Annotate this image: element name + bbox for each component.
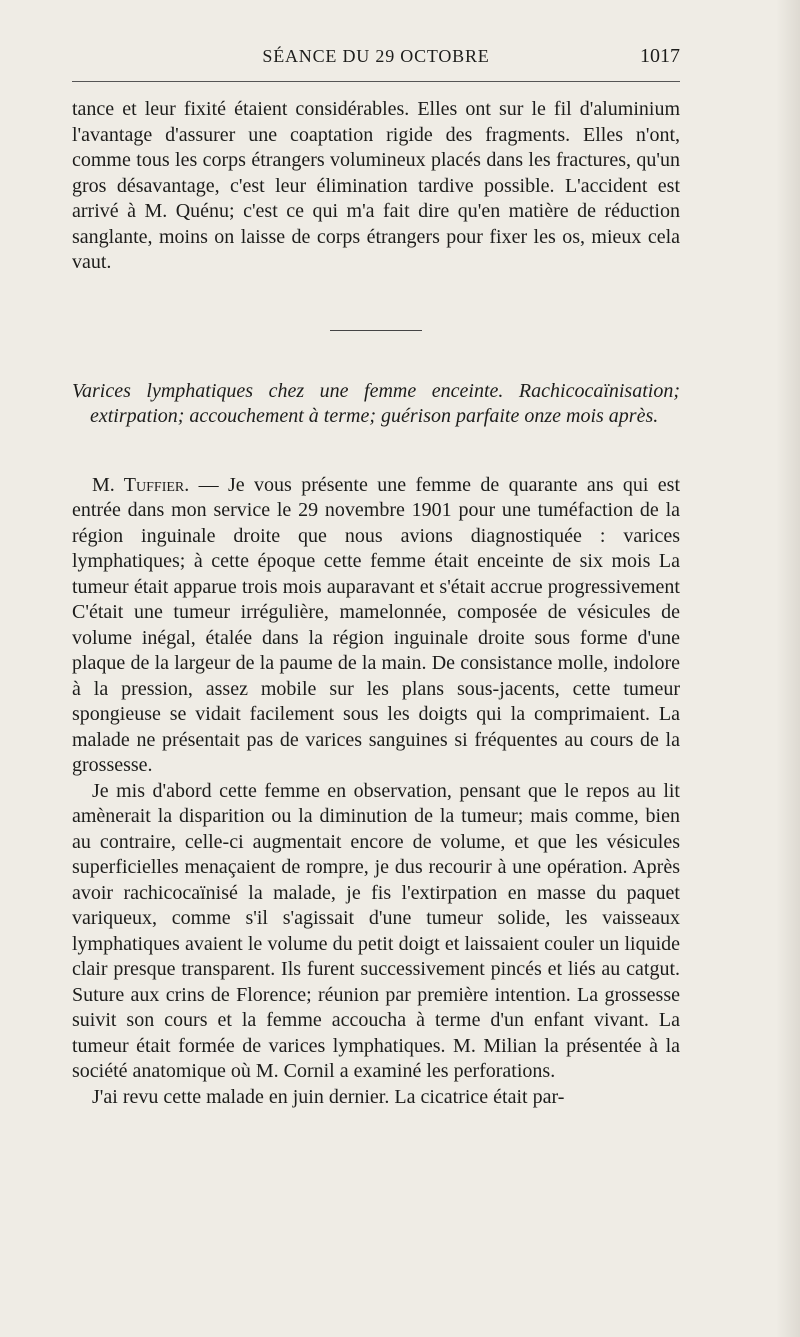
case-paragraph bbox=[72, 473, 680, 779]
section-title: Varices lymphatiques chez une femme enceinte. Rachicocaïnisation; extirpation; accouchement à terme; guérison parfaite onze mois après. bbox=[72, 379, 680, 427]
intro-paragraph: tance et leur fixité étaient considérables. Elles ont sur le fil d'aluminium l'avantage d'assurer une coaptation rigide des fragments. Elles n'ont, comme tous les corps étrangers volumineux placés dans les fractures, qu'un gros désavantage, c'est leur élimination tardive possible. L'accident est arrivé à M. Quénu; c'est ce qui m'a fait dire qu'en matière de réduction sanglante, moins on laisse de corps étrangers pour fixer les os, mieux cela vaut. bbox=[72, 98, 680, 273]
page-number: 1017 bbox=[640, 45, 680, 67]
page-content bbox=[72, 97, 680, 1110]
speaker-name: M. Tuffier. bbox=[92, 473, 190, 496]
header-rule bbox=[72, 81, 680, 82]
paper-edge-shading bbox=[776, 0, 800, 1337]
case-text: — Je vous présente une femme de quarante ans qui est entrée dans mon service le 29 novembre 1901 pour une tuméfaction de la région inguinale droite que nous avions diagnostiquée : varices lymphatiques; à cette époque cette femme était enceinte de six mois La tumeur était apparue trois mois auparavant et s'était accrue progressivement C'était une tumeur irrégulière, mamelonnée, composée de vésicules de volume inégal, étalée dans la région inguinale droite sous forme d'une plaque de la largeur de la paume de la main. De consistance molle, indolore à la pression, assez mobile sur les plans sous-jacents, cette tumeur spongieuse se vidait facilement sous les doigts qui la comprimaient. La malade ne présentait pas de varices sanguines si fréquentes au cours de la grossesse. bbox=[72, 473, 680, 776]
observation-paragraph: Je mis d'abord cette femme en observation, pensant que le repos au lit amènerait la disparition ou la diminution de la tumeur; mais comme, bien au contraire, celle-ci augmentait encore de volume, et que les vésicules superficielles menaçaient de rompre, je dus recourir à une opération. Après avoir rachicocaïnisé la malade, je fis l'extirpation en masse du paquet variqueux, comme s'il s'agissait d'une tumeur solide, les vaisseaux lymphatiques avaient le volume du petit doigt et laissaient couler un liquide clair presque transparent. Ils furent successivement pincés et liés au catgut. Suture aux crins de Florence; réunion par première intention. La grossesse suivit son cours et la femme accoucha à terme d'un enfant vivant. La tumeur était formée de varices lymphatiques. M. Milian la présentée à la société anatomique où M. Cornil a examiné les perforations. bbox=[72, 779, 680, 1082]
running-title: SÉANCE DU 29 OCTOBRE bbox=[262, 46, 490, 66]
final-line: J'ai revu cette malade en juin dernier. La cicatrice était par- bbox=[92, 1085, 565, 1108]
page-header bbox=[72, 44, 680, 74]
section-separator bbox=[330, 330, 422, 331]
